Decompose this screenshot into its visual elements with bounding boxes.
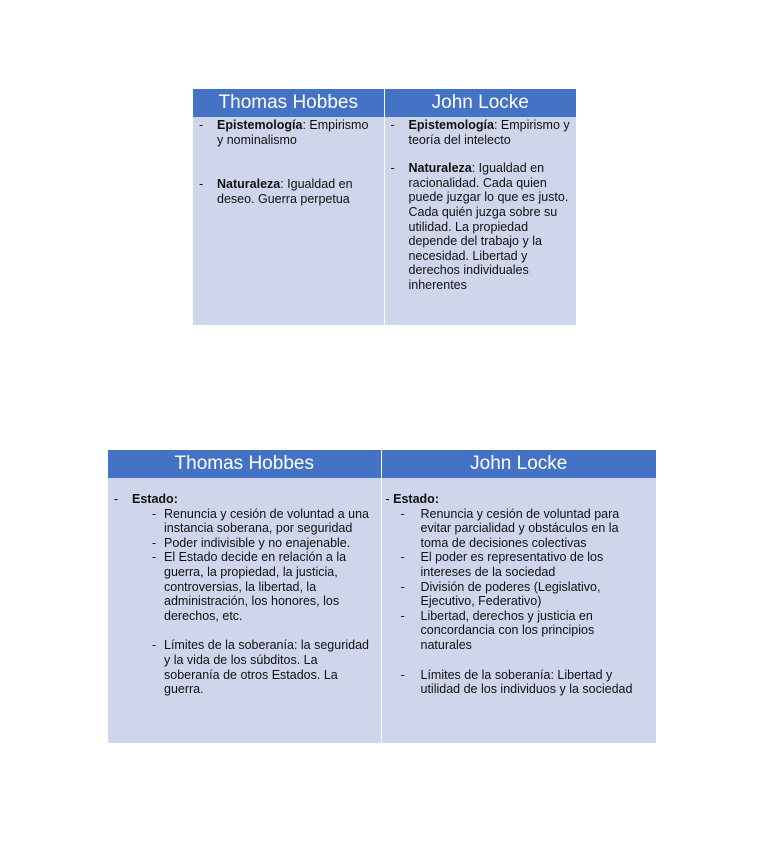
comparison-table-state [108, 450, 656, 743]
hobbes-limits [112, 638, 371, 696]
list-item: - Renuncia y cesión de voluntad a una instancia soberana, por seguridad [152, 506, 370, 536]
locke-state-cell [381, 478, 656, 743]
locke-epistemology: - Epistemología: Empirismo y teoría del intelecto [390, 118, 570, 147]
header-hobbes: Thomas Hobbes [193, 89, 384, 117]
list-item: - Libertad, derechos y justicia en concordancia con los principios naturales [400, 608, 595, 652]
list-item: - El Estado decide en relación a la guerra, la propiedad, la justicia, controversias, la libertad, la administración, los honores, los derechos, etc. [152, 550, 347, 623]
list-item: - Poder indivisible y no enajenable. [152, 535, 351, 550]
header-locke: John Locke [384, 89, 576, 117]
header-hobbes-2: Thomas Hobbes [108, 450, 381, 478]
locke-state-heading: - Estado: [385, 492, 439, 506]
hobbes-limits-text: Límites de la soberanía: la seguridad y la vida de los súbditos. La soberanía de otros Estados. La guerra. [164, 638, 369, 697]
hobbes-epistemology-label: Epistemología [217, 118, 303, 132]
list-item: - Límites de la soberanía: la seguridad y la vida de los súbditos. La soberanía de otros Estados. La guerra. [152, 638, 369, 697]
list-item: - El poder es representativo de los intereses de la sociedad [400, 550, 604, 579]
list-item: - Renuncia y cesión de voluntad para evitar parcialidad y obstáculos en la toma de decisiones colectivas [400, 506, 620, 550]
hobbes-nature-label: Naturaleza [217, 177, 281, 192]
locke-cell [384, 117, 576, 325]
locke-limits [386, 668, 647, 697]
hobbes-state-heading: - Estado: [114, 492, 178, 506]
hobbes-cell [193, 117, 384, 325]
hobbes-nature: - Naturaleza: Igualdad en deseo. Guerra perpetua [199, 177, 353, 206]
locke-nature-label: Naturaleza [408, 161, 472, 176]
list-item: - División de poderes (Legislativo, Ejecutivo, Federativo) [400, 579, 601, 609]
hobbes-nature-text: : Igualdad en deseo. Guerra perpetua [217, 177, 353, 206]
header-locke-2: John Locke [381, 450, 656, 478]
locke-nature: - Naturaleza: Igualdad en racionalidad. Cada quien puede juzgar lo que es justo. Cada quién juzga sobre su utilidad. La propiedad depende del trabajo y la necesidad. Libertad y derechos individuales inherentes [390, 161, 569, 292]
locke-limits-text: Límites de la soberanía: Libertad y utilidad de los individuos y la sociedad [420, 667, 633, 697]
hobbes-state-list [112, 507, 371, 624]
hobbes-state-cell [108, 478, 381, 743]
comparison-table-epistemology [193, 89, 576, 325]
locke-nature-text: : Igualdad en racionalidad. Cada quien puede juzgar lo que es justo. Cada quién juzga sobre su utilidad. La propiedad depende del trabajo y la necesidad. Libertad y derechos individuales inherentes [408, 161, 569, 292]
locke-epistemology-label: Epistemología [408, 118, 494, 132]
locke-epistemology-text: : Empirismo y teoría del intelecto [408, 118, 570, 147]
hobbes-epistemology-text: : Empirismo y nominalismo [217, 118, 369, 147]
locke-state-label: Estado [393, 492, 435, 506]
locke-state-list [386, 507, 647, 653]
hobbes-state-label: Estado [132, 492, 174, 506]
hobbes-epistemology: - Epistemología: Empirismo y nominalismo [199, 118, 369, 147]
list-item: - Límites de la soberanía: Libertad y utilidad de los individuos y la sociedad [401, 668, 647, 697]
